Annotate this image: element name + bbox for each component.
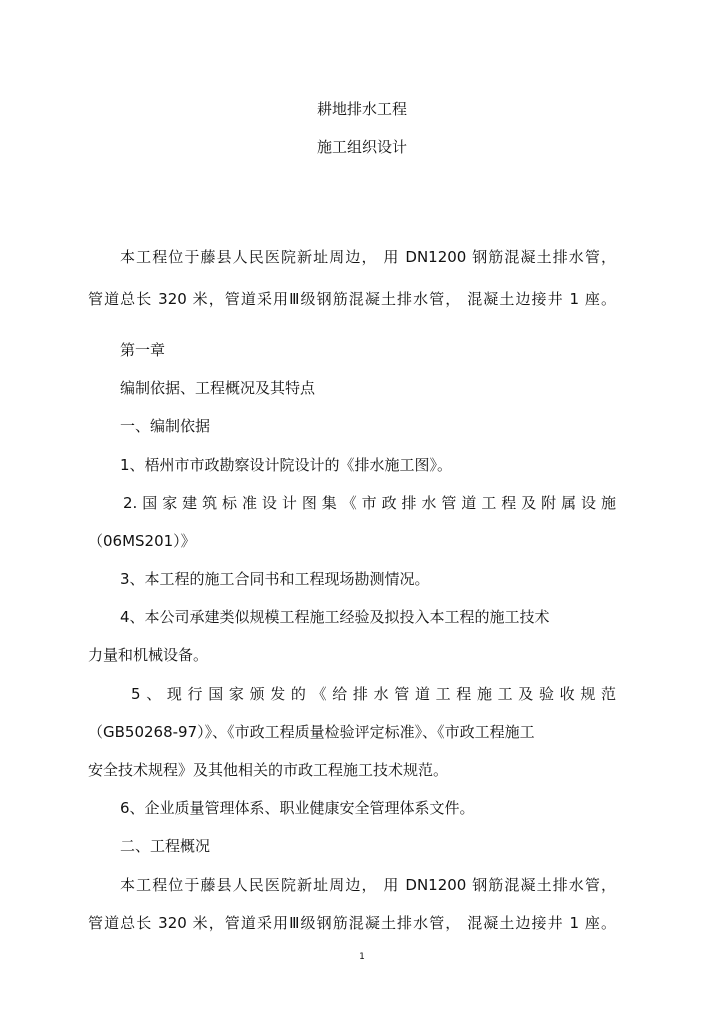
section1-item3: 3、本工程的施工合同书和工程现场勘测情况。 <box>120 570 430 588</box>
section2-paragraph-line1: 本工程位于藤县人民医院新址周边， 用 DN1200 钢筋混凝土排水管， <box>120 876 616 894</box>
intro-paragraph-line1: 本工程位于藤县人民医院新址周边， 用 DN1200 钢筋混凝土排水管， <box>120 248 616 266</box>
section1-item2-line2: （06MS201）》 <box>88 532 196 550</box>
document-title-line1: 耕地排水工程 <box>316 100 407 118</box>
section1-item4-line2: 力量和机械设备。 <box>88 646 209 664</box>
section1-item4-line1: 4、本公司承建类似规模工程施工经验及拟投入本工程的施工技术 <box>120 608 550 626</box>
section1-item6: 6、企业质量管理体系、职业健康安全管理体系文件。 <box>120 799 475 817</box>
intro-paragraph-line2: 管道总长 320 米，管道采用Ⅲ级钢筋混凝土排水管， 混凝土边接井 1 座。 <box>88 290 616 308</box>
section1-item5-line2: （GB50268-97）》、《市政工程质量检验评定标准》、《市政工程施工 <box>88 723 535 741</box>
section1-heading: 一、编制依据 <box>120 417 211 435</box>
section2-paragraph-line2: 管道总长 320 米，管道采用Ⅲ级钢筋混凝土排水管， 混凝土边接井 1 座。 <box>88 914 616 932</box>
section1-item2-line1: 2.国家建筑标准设计图集《市政排水管道工程及附属设施 <box>123 494 616 512</box>
document-title-line2: 施工组织设计 <box>316 138 407 156</box>
section2-heading: 二、工程概况 <box>120 837 211 855</box>
section1-item1: 1、梧州市市政勘察设计院设计的《排水施工图》。 <box>120 456 453 474</box>
chapter-label: 第一章 <box>120 341 166 359</box>
section1-item5-line1: 5、现行国家颁发的《给排水管道工程施工及验收规范 <box>131 685 616 703</box>
chapter-heading: 编制依据、工程概况及其特点 <box>120 379 316 397</box>
page-number: 1 <box>359 952 365 962</box>
section1-item5-line3: 安全技术规程》及其他相关的市政工程施工技术规范。 <box>88 761 449 779</box>
